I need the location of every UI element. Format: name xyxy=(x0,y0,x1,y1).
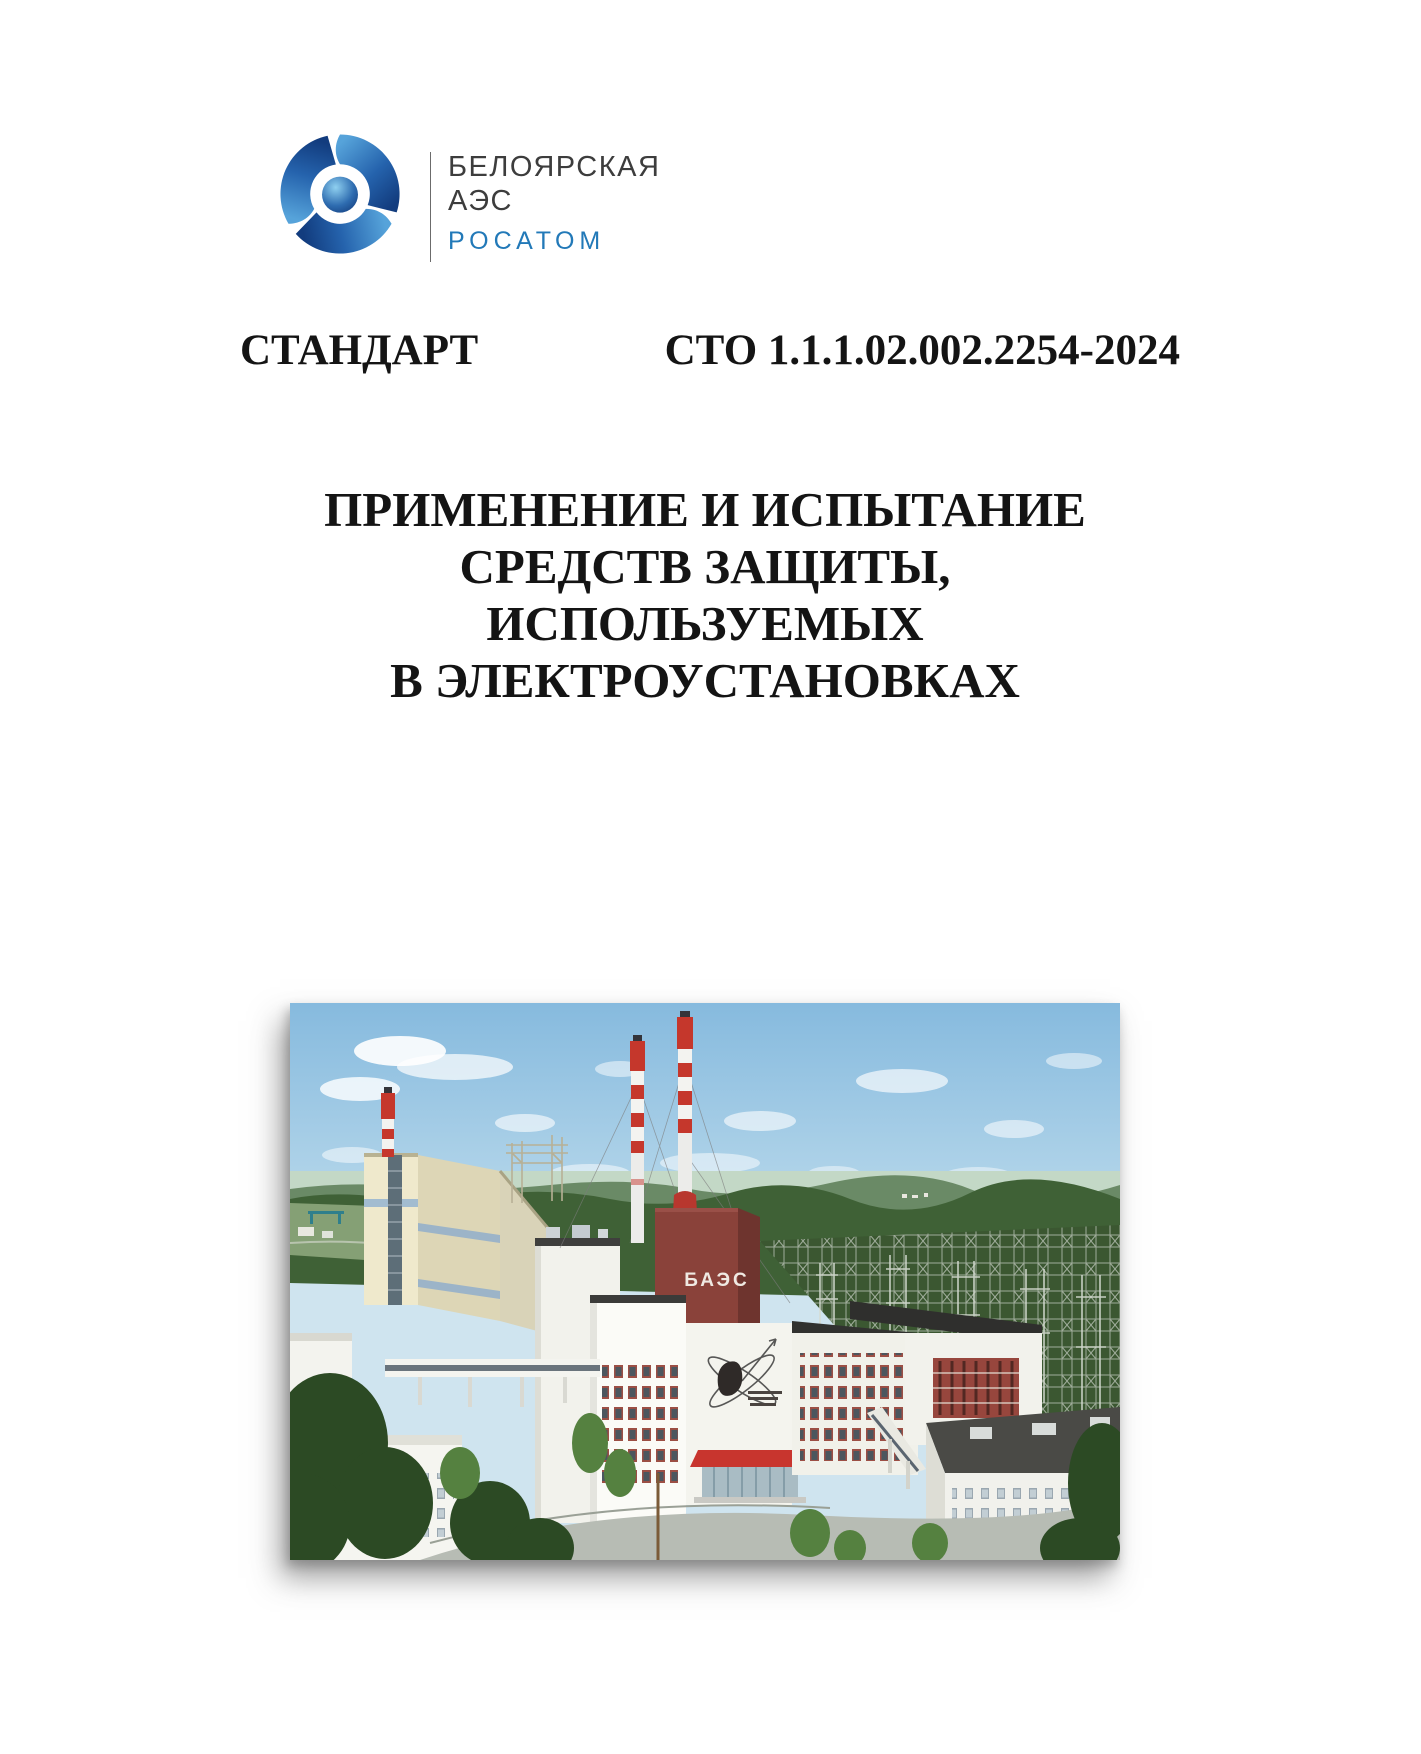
logo-divider xyxy=(430,152,431,262)
rosatom-moebius-icon xyxy=(278,128,402,260)
document-title xyxy=(250,481,1160,709)
brand-name: РОСАТОМ xyxy=(448,227,606,255)
document-header-line xyxy=(240,327,1180,375)
station-name-line1: БЕЛОЯРСКАЯ xyxy=(448,151,661,183)
title-line-4: В ЭЛЕКТРОУСТАНОВКАХ xyxy=(390,653,1020,708)
logo-text-block xyxy=(448,150,660,255)
plant-sign-text: БАЭС xyxy=(684,1270,750,1291)
station-name-line2: АЭС xyxy=(448,185,513,217)
mural-wall xyxy=(686,1323,810,1505)
title-line-2: СРЕДСТВ ЗАЩИТЫ, xyxy=(459,539,951,594)
document-type: СТАНДАРТ xyxy=(240,327,479,374)
title-line-3: ИСПОЛЬЗУЕМЫХ xyxy=(486,596,924,651)
station-logo xyxy=(278,128,660,268)
title-line-1: ПРИМЕНЕНИЕ И ИСПЫТАНИЕ xyxy=(324,482,1086,537)
cover-photo xyxy=(290,1003,1120,1560)
short-chimney xyxy=(381,1087,395,1157)
document-number: СТО 1.1.1.02.002.2254-2024 xyxy=(664,327,1180,374)
tall-chimney-left xyxy=(630,1035,645,1243)
